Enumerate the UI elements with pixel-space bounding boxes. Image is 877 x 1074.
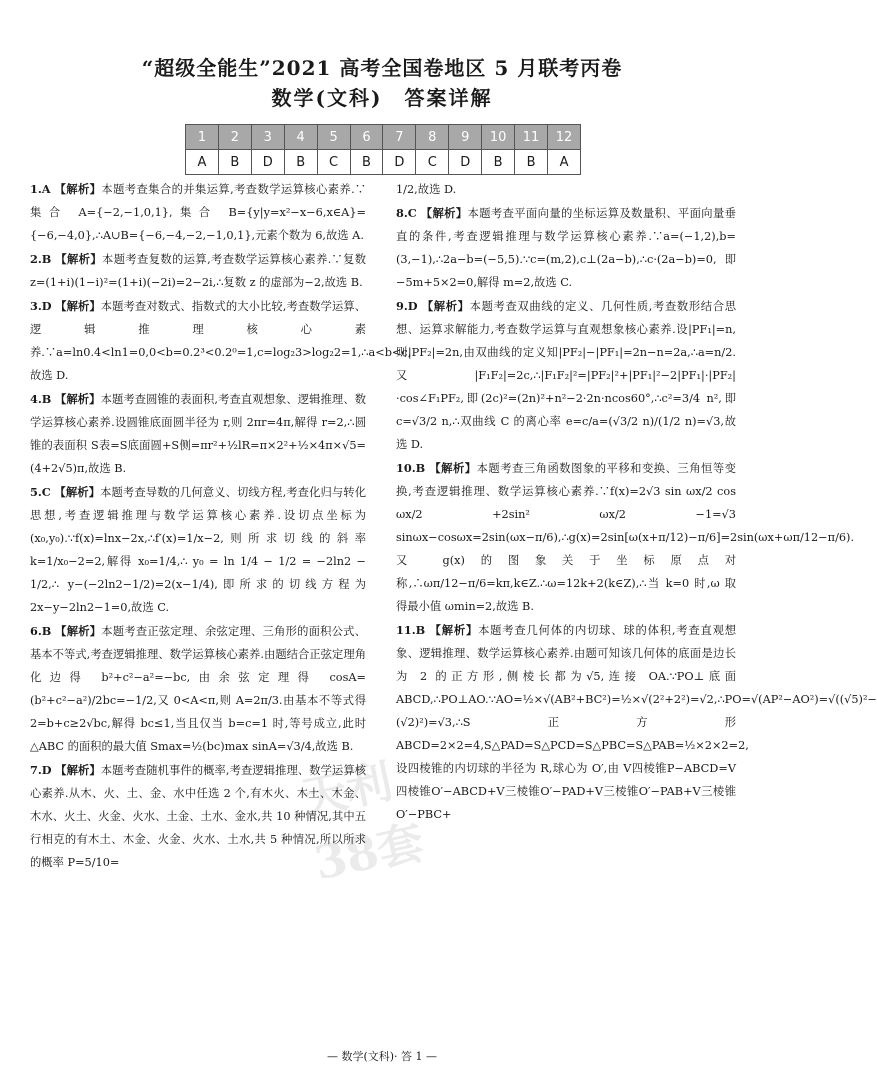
question-number-cell: 4	[284, 125, 317, 150]
analysis-tag: 【解析】	[429, 624, 479, 637]
solution-text: 本题考查对数式、指数式的大小比较,考查数学运算、逻辑推理核心素养.∵a=ln0.4<ln1=0,0<b=0.2³<0.2⁰=1,c=log₂3>log₂2=1,∴a<b<c,故选 D.	[30, 300, 412, 382]
solution-item	[396, 619, 877, 826]
analysis-tag: 【解析】	[54, 183, 102, 196]
answer-table	[185, 124, 581, 175]
analysis-tag: 【解析】	[429, 462, 477, 475]
answer-cell: D	[449, 150, 482, 175]
solution-item	[30, 481, 366, 619]
solution-item	[30, 620, 366, 758]
solution-text: 本题考查三角函数图象的平移和变换、三角恒等变换,考查逻辑推理、数学运算核心素养.∵f(x)=2√3 sin ωx/2 cos ωx/2 +2sin² ωx/2 −1=√3 sinωx−cosωx=2sin(ωx−π/6),∴g(x)=2sin[ω(x+π/12)−π/6]=2sin(ωx+ωπ/12−π/6).又 g(x)的图象关于坐标原点对称,∴ωπ/12−π/6=kπ,k∈Z.∴ω=12k+2(k∈Z),∴当 k=0 时,ω 取得最小值 ωmin=2,故选 B.	[396, 462, 855, 613]
question-number-cell: 7	[383, 125, 416, 150]
question-number-cell: 3	[251, 125, 284, 150]
answer-cell: B	[218, 150, 251, 175]
analysis-tag: 【解析】	[420, 207, 468, 220]
question-number: 11.B	[396, 623, 426, 637]
solution-text: 本题考查平面向量的坐标运算及数量积、平面向量垂直的条件,考查逻辑推理与数学运算核心素养.∵a=(−1,2),b=(3,−1),∴2a−b=(−5,5).∵c=(m,2),c⊥(2a−b),∴c·(2a−b)=0,即−5m+5×2=0,解得 m=2,故选 C.	[396, 207, 736, 289]
question-number: 1.A	[30, 182, 51, 196]
analysis-tag: 【解析】	[421, 300, 470, 313]
answer-cell: B	[350, 150, 383, 175]
question-number: 3.D	[30, 299, 52, 313]
answer-cell: D	[383, 150, 416, 175]
answer-table-header-row	[186, 125, 581, 150]
question-number-cell: 9	[449, 125, 482, 150]
solution-text: 本题考查复数的运算,考查数学运算核心素养.∵复数 z=(1+i)(1−i)²=(1+i)(−2i)=2−2i,∴复数 z 的虚部为−2,故选 B.	[30, 253, 366, 289]
watermark-logo: 天利38套	[295, 753, 429, 891]
answer-cell: D	[251, 150, 284, 175]
solution-text: 1/2,故选 D.	[396, 183, 457, 196]
question-number: 6.B	[30, 624, 52, 638]
solution-item	[396, 202, 736, 294]
question-number: 9.D	[396, 299, 418, 313]
answer-cell: B	[482, 150, 515, 175]
question-number: 5.C	[30, 485, 51, 499]
analysis-tag: 【解析】	[54, 486, 101, 499]
solution-item	[30, 178, 366, 247]
right-answer-column	[396, 178, 877, 827]
question-number-cell: 1	[186, 125, 219, 150]
question-number: 7.D	[30, 763, 52, 777]
page-subtitle: 数学(文科) 答案详解	[271, 86, 493, 110]
answer-cell: B	[284, 150, 317, 175]
page-title: “超级全能生”2021 高考全国卷地区 5 月联考丙卷	[141, 56, 623, 80]
solution-item	[30, 248, 366, 294]
solution-text: 本题考查随机事件的概率,考查逻辑推理、数学运算核心素养.从木、火、土、金、水中任选 2 个,有木火、木土、木金、木水、火土、火金、火水、土金、土水、金水,共 10 种情况,其中五行相克的有木土、木金、火金、火水、土水,共 5 种情况,所以所求的概率 P=5/10=	[30, 764, 366, 869]
solution-text: 本题考查集合的并集运算,考查数学运算核心素养.∵集合 A={−2,−1,0,1},集合 B={y|y=x²−x−6,x∈A}={−6,−4,0},∴A∪B={−6,−4,−2,−1,0,1},元素个数为 6,故选 A.	[30, 183, 366, 242]
solution-text: 本题考查圆锥的表面积,考查直观想象、逻辑推理、数学运算核心素养.设圆锥底面圆半径为 r,则 2πr=4π,解得 r=2,∴圆锥的表面积 S表=S底面圆+S侧=πr²+½lR=π×2²+½×4π×√5=(4+2√5)π,故选 B.	[30, 393, 367, 475]
question-number-cell: 12	[548, 125, 581, 150]
answer-cell: A	[186, 150, 219, 175]
question-number-cell: 10	[482, 125, 515, 150]
answer-table-answer-row	[186, 150, 581, 175]
question-number-cell: 8	[416, 125, 449, 150]
answer-cell: C	[317, 150, 350, 175]
question-number-cell: 11	[515, 125, 548, 150]
solution-item	[30, 388, 366, 480]
question-number: 2.B	[30, 252, 52, 266]
solution-text: 本题考查双曲线的定义、几何性质,考查数形结合思想、运算求解能力,考查数学运算与直观想象核心素养.设|PF₁|=n,则|PF₂|=2n,由双曲线的定义知|PF₂|−|PF₁|=2n−n=2a,∴a=n/2.又|F₁F₂|=2c,∴|F₁F₂|²=|PF₂|²+|PF₁|²−2|PF₁|·|PF₂|·cos∠F₁PF₂,即(2c)²=(2n)²+n²−2·2n·ncos60°,∴c²=3/4 n²,即 c=√3/2 n,∴双曲线 C 的离心率 e=c/a=(√3/2 n)/(1/2 n)=√3,故选 D.	[396, 300, 736, 451]
analysis-tag: 【解析】	[55, 393, 101, 406]
page-footer: — 数学(文科)· 答 1 —	[326, 1050, 438, 1063]
question-number-cell: 5	[317, 125, 350, 150]
analysis-tag: 【解析】	[55, 764, 101, 777]
answer-cell: A	[548, 150, 581, 175]
solution-text: 本题考查正弦定理、余弦定理、三角形的面积公式、基本不等式,考查逻辑推理、数学运算核心素养.由题结合正弦定理角化边得 b²+c²−a²=−bc,由余弦定理得 cosA=(b²+c²−a²)/2bc=−1/2,又 0<A<π,则 A=2π/3.由基本不等式得 2=b+c≥2√bc,解得 bc≤1,当且仅当 b=c=1 时,等号成立,此时△ABC 的面积的最大值 Smax=½(bc)max sinA=√3/4,故选 B.	[30, 625, 366, 753]
analysis-tag: 【解析】	[55, 625, 102, 638]
solution-item	[396, 457, 855, 618]
question-number: 10.B	[396, 461, 426, 475]
solution-text: 本题考查几何体的内切球、球的体积,考查直观想象、逻辑推理、数学运算核心素养.由题可知该几何体的底面是边长为 2 的正方形,侧棱长都为√5,连接 OA.∵PO⊥底面 ABCD,∴PO⊥AO.∵AO=½×√(AB²+BC²)=½×√(2²+2²)=√2,∴PO=√(AP²−AO²)=√((√5)²−(√2)²)=√3,∴S正方形ABCD=2×2=4,S△PAD=S△PCD=S△PBC=S△PAB=½×2×2=2,设四棱锥的内切球的半径为 R,球心为 O′,由 V四棱锥P−ABCD=V四棱锥O′−ABCD+V三棱锥O′−PAD+V三棱锥O′−PAB+V三棱锥O′−PBC+	[396, 624, 877, 821]
answer-cell: B	[515, 150, 548, 175]
solution-item	[396, 178, 736, 201]
question-number: 4.B	[30, 392, 52, 406]
analysis-tag: 【解析】	[55, 300, 101, 313]
analysis-tag: 【解析】	[55, 253, 103, 266]
solution-text: 本题考查导数的几何意义、切线方程,考查化归与转化思想,考查逻辑推理与数学运算核心素养.设切点坐标为(x₀,y₀).∵f(x)=lnx−2x,∴f′(x)=1/x−2,则所求切线的斜率 k=1/x₀−2=2,解得 x₀=1/4,∴ y₀ = ln 1/4 − 1/2 = −2ln2 − 1/2,∴ y−(−2ln2−1/2)=2(x−1/4),即所求的切线方程为 2x−y−2ln2−1=0,故选 C.	[30, 486, 366, 614]
solution-item	[396, 295, 736, 456]
question-number-cell: 6	[350, 125, 383, 150]
question-number-cell: 2	[218, 125, 251, 150]
answer-cell: C	[416, 150, 449, 175]
question-number: 8.C	[396, 206, 417, 220]
